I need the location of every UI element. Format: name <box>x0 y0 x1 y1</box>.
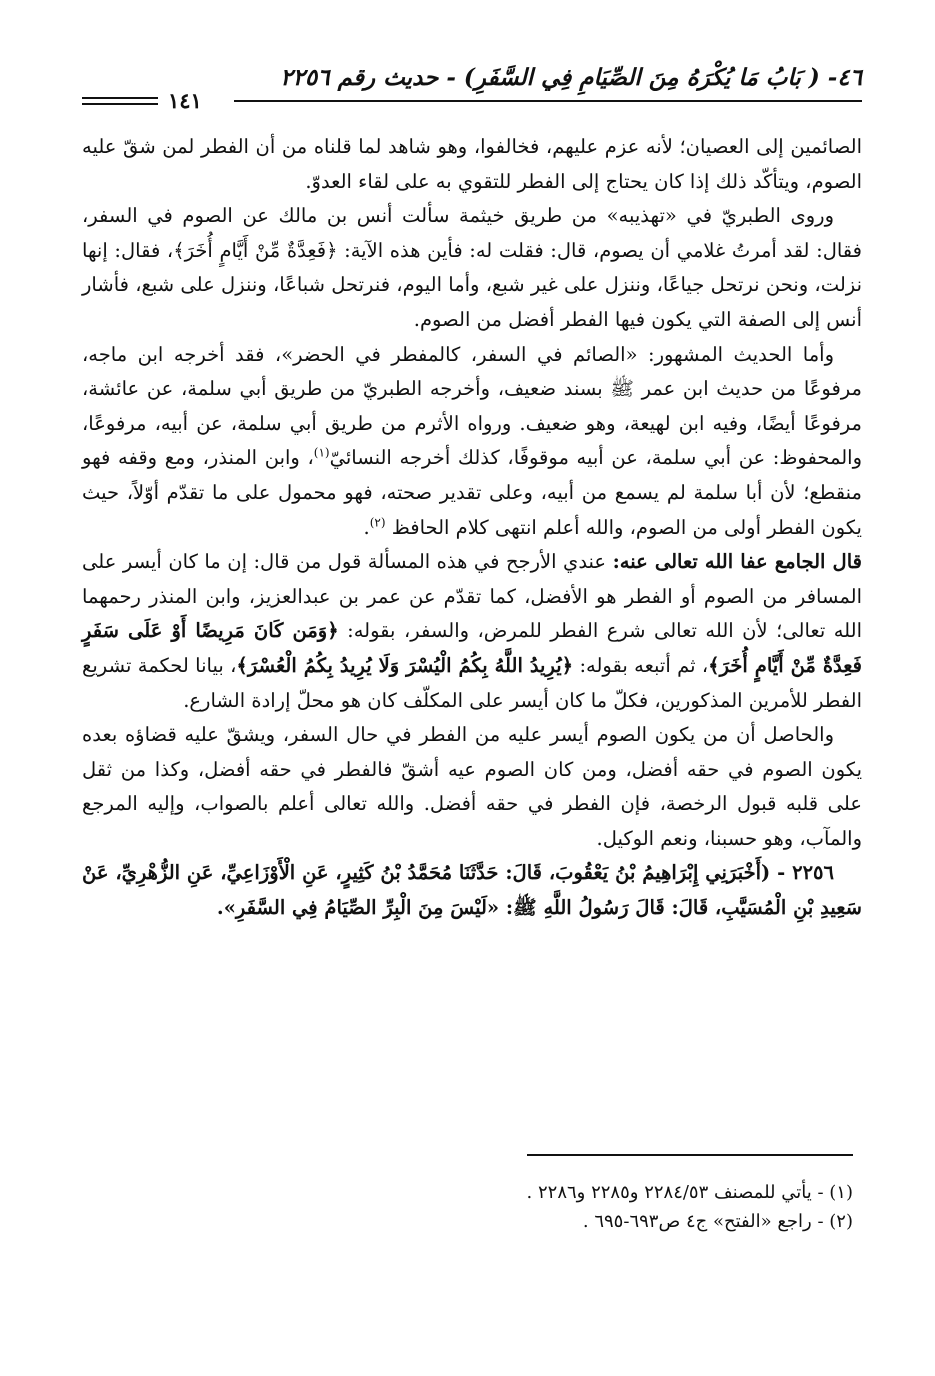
author-lead: قال الجامع عفا الله تعالى عنه: <box>612 550 862 574</box>
page-number-rule <box>82 103 158 105</box>
footnote-ref: (١) <box>313 445 330 460</box>
quran-verse: ﴿يُرِيدُ اللَّهُ بِكُمُ الْيُسْرَ وَلَا يُرِيدُ بِكُمُ الْعُسْرَ﴾ <box>236 653 574 677</box>
chapter-title: ٤٦- ( بَابُ مَا يُكْرَهُ مِنَ الصِّيَامِ فِي السَّفَرِ) - حديث رقم ٢٢٥٦ <box>280 64 862 91</box>
hadith-text: ٢٢٥٦ - (أَخْبَرَنِي إِبْرَاهِيمُ بْنُ يَعْقُوبَ، قَالَ: حَدَّثَنَا مُحَمَّدُ بْنُ كَثِيرٍ، عَنِ الْأَوْزَاعِيِّ، عَنِ الزُّهْرِيِّ، عَنْ سَعِيدِ بْنِ الْمُسَيَّبِ، قَالَ: قَالَ رَسُولُ اللَّهِ ﷺ: «لَيْسَ مِنَ الْبِرِّ الصِّيَامُ فِي السَّفَرِ». <box>82 861 862 920</box>
footnotes <box>73 1178 853 1236</box>
paragraph: وأما الحديث المشهور: «الصائم في السفر، كالمفطر في الحضر»، فقد أخرجه ابن ماجه، مرفوعًا من حديث ابن عمر ﷺ بسند ضعيف، وأخرجه الطبريّ من طريق أبي سلمة، عن عائشة، مرفوعًا أيضًا، وفيه ابن لهيعة، وهو ضعيف. ورواه الأثرم من طريق أبي سلمة، عن أبيه، مرفوعًا، والمحفوظ: عن أبي سلمة، عن أبيه موقوفًا، كذلك أخرجه النسائيّ$^{(١)}$، وابن المنذر، ومع وقفه فهو منقطع؛ لأن أبا سلمة لم يسمع من أبيه، وعلى تقدير صحته، فهو محمول على ما تقدّم أوّلاً، حيث يكون الفطر أولى من الصوم، والله أعلم انتهى كلام الحافظ $^{(٢)}$. <box>82 342 862 539</box>
page-number: ١٤١ <box>168 88 202 113</box>
footnote: (٢) - راجع «الفتح» ج٤ ص٦٩٣-٦٩٥ . <box>582 1211 853 1232</box>
book-page <box>82 60 862 926</box>
paragraph: والحاصل أن من يكون الصوم أيسر عليه من الفطر في حال السفر، ويشقّ عليه قضاؤه بعده يكون الصوم في حقه أفضل، ومن كان الصوم عيه أشقّ فالفطر في حقه أفضل، وكذا من ثقل على قلبه قبول الرخصة، فإن الفطر في حقه أفضل. والله تعالى أعلم بالصواب، وإليه المرجع والمآب، وهو حسبنا، ونعم الوكيل. <box>82 723 862 850</box>
paragraph: قال الجامع عفا الله تعالى عنه: عندي الأرجح في هذه المسألة قول من قال: إن ما كان أيسر على المسافر من الصوم أو الفطر هو الأفضل، كما تقدّم عن عمر بن عبدالعزيز، وابن المنذر رحمهما الله تعالى؛ لأن الله تعالى شرع الفطر للمرض، والسفر، بقوله: ﴿وَمَن كَانَ مَرِيضًا أَوْ عَلَى سَفَرٍ فَعِدَّةٌ مِّنْ أَيَّامٍ أُخَرَ﴾، ثم أتبعه بقوله: ﴿يُرِيدُ اللَّهُ بِكُمُ الْيُسْرَ وَلَا يُرِيدُ بِكُمُ الْعُسْرَ﴾، بيانا لحكمة تشريع الفطر للأمرين المذكورين، فكلّ ما كان أيسر على المكلّف كان هو محلّ إرادة الشارع. <box>82 550 863 712</box>
paragraph: الصائمين إلى العصيان؛ لأنه عزم عليهم، فخالفوا، وهو شاهد لما قلناه من أن الفطر لمن شقّ عليه الصوم، ويتأكّد ذلك إذا كان يحتاج إلى الفطر للتقوي به على لقاء العدوّ. <box>82 135 862 193</box>
main-text <box>82 130 862 926</box>
paragraph: وروى الطبريّ في «تهذيبه» من طريق خيثمة سألت أنس بن مالك عن الصوم في السفر، فقال: لقد أمرتُ غلامي أن يصوم، قال: فقلت له: فأين هذه الآية: ﴿فَعِدَّةٌ مِّنْ أَيَّامٍ أُخَرَ﴾، فقال: إنها نزلت، ونحن نرتحل جياعًا، وننزل على غير شبع، وأما اليوم، فنرتحل شباعًا، وننزل على شبع، فأشار أنس إلى الصفة التي يكون فيها الفطر أفضل من الصوم. <box>82 204 862 331</box>
footnote: (١) - يأتي للمصنف ٢٢٨٤/٥٣ و٢٢٨٥ و٢٢٨٦ . <box>526 1182 853 1203</box>
quran-verse: ﴿وَمَن كَانَ مَرِيضًا أَوْ عَلَى سَفَرٍ فَعِدَّةٌ مِّنْ أَيَّامٍ أُخَرَ﴾ <box>82 619 863 677</box>
footnote-ref: (٢) <box>369 515 386 530</box>
page-header <box>82 60 862 113</box>
page-number-rule <box>82 97 158 99</box>
header-rule <box>234 100 862 102</box>
footnote-rule <box>527 1154 853 1156</box>
